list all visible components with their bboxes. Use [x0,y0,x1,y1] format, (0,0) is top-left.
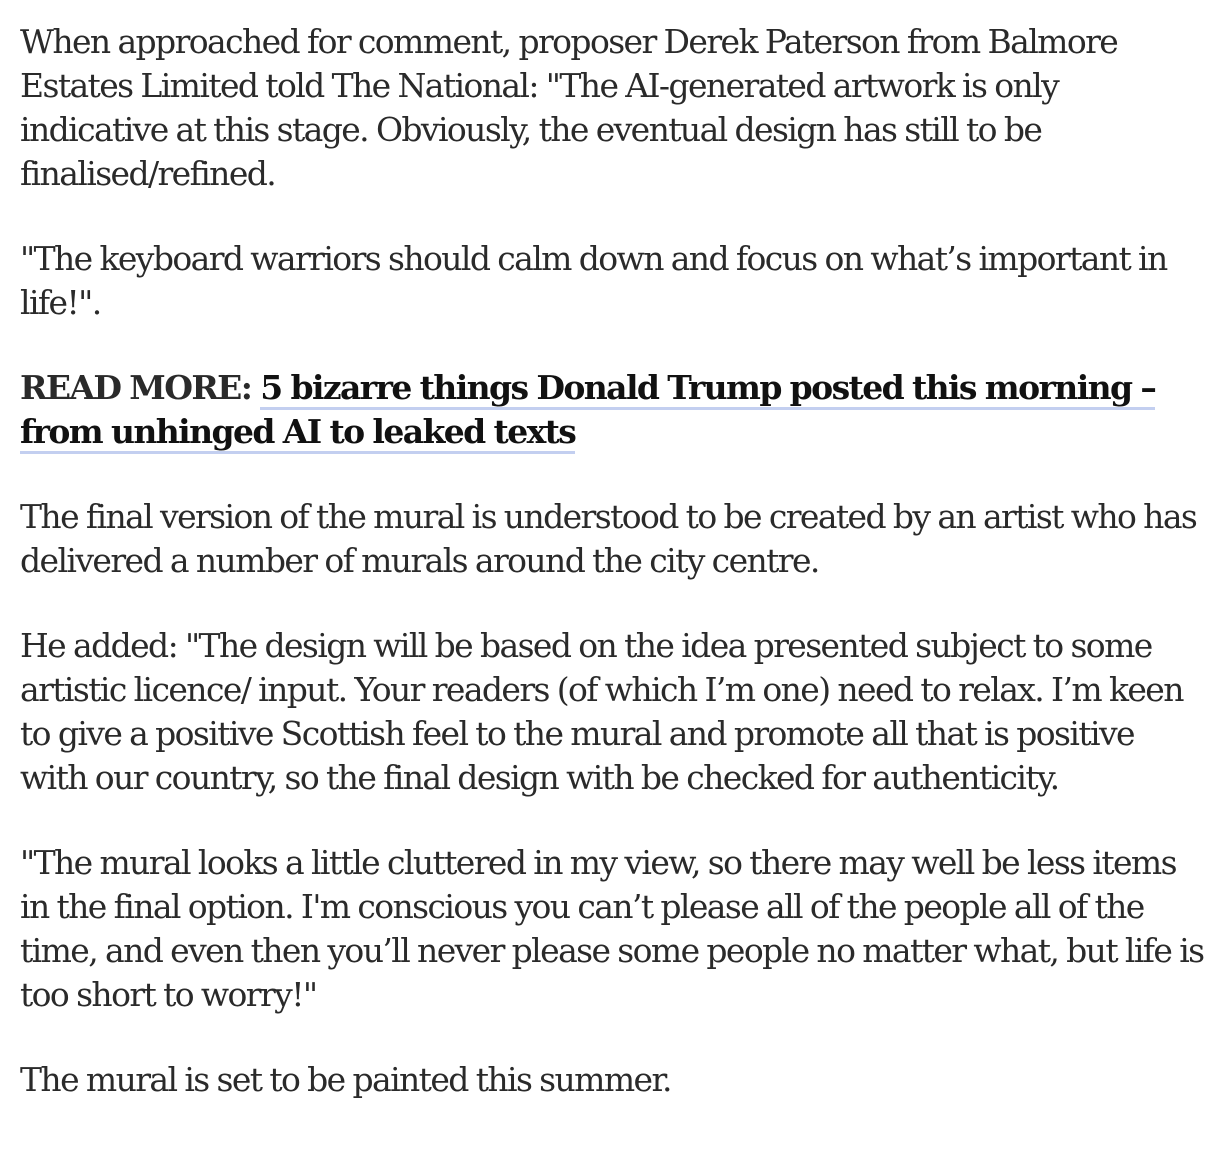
read-more-block [20,366,1204,454]
article-paragraph: "The mural looks a little cluttered in my view, so there may well be less items in the final option. I'm conscious you can’t please all of the people all of the time, and even then you’ll never please some people no matter what, but life is too short to worry!" [20,843,1204,1014]
article-paragraph: "The keyboard warriors should calm down and focus on what’s important in life!". [20,239,1167,322]
article-body [20,20,1204,1143]
article-paragraph: When approached for comment, proposer Derek Paterson from Balmore Estates Limited told The National: "The AI-generated artwork is only indicative at this stage. Obviously, the eventual design has still to be finalised/refined. [20,22,1118,193]
article-paragraph: The final version of the mural is understood to be created by an artist who has delivered a number of murals around the city centre. [20,497,1197,580]
read-more-label: READ MORE: [20,368,261,407]
article-paragraph: The mural is set to be painted this summer. [20,1060,671,1099]
article-paragraph: He added: "The design will be based on the idea presented subject to some artistic licence/ input. Your readers (of which I’m one) need to relax. I’m keen to give a positive Scottish feel to the mural and promote all that is positive with our country, so the final design with be checked for authenticity. [20,626,1183,797]
read-more-link[interactable]: 5 bizarre things Donald Trump posted this morning – from unhinged AI to leaked texts [20,368,1155,454]
